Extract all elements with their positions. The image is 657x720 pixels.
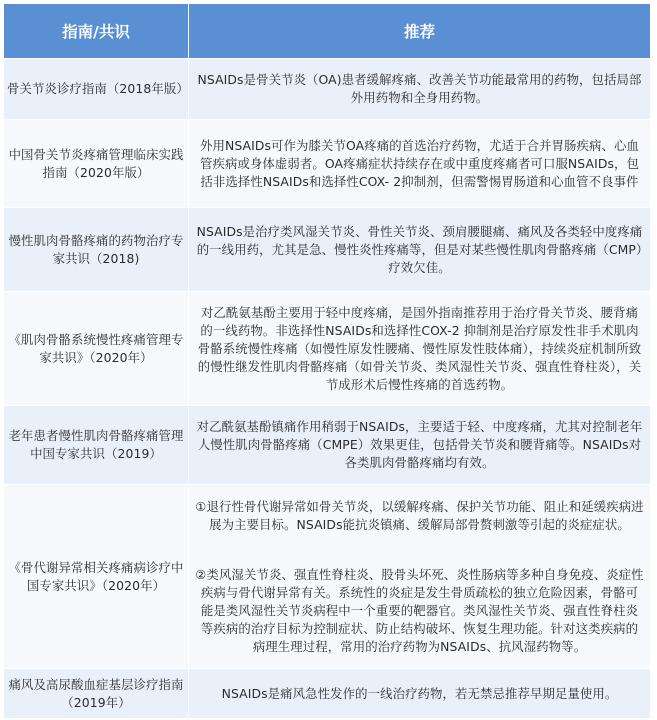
recommendation-cell: NSAIDs是治疗类风湿关节炎、骨性关节炎、颈肩腰腿痛、痛风及各类轻中度疼痛的一线用药，尤其是急、慢性炎性疼痛等，但是对某些慢性肌肉骨骼疼痛（CMP）疗效欠佳。	[189, 208, 651, 292]
table-header-row	[4, 4, 651, 59]
guide-cell: 《肌肉骨骼系统慢性疼痛管理专家共识》（2020年）	[4, 292, 189, 406]
guide-cell: 慢性肌肉骨骼疼痛的药物治疗专家共识（2018)	[4, 208, 189, 292]
recommendation-cell: NSAIDs是骨关节炎（OA)患者缓解疼痛、改善关节功能最常用的药物，包括局部外用药物和全身用药物。	[189, 59, 651, 120]
guide-cell: 中国骨关节炎疼痛管理临床实践指南（2020年版）	[4, 120, 189, 208]
recommendation-cell: 对乙酰氨基酚主要用于轻中度疼痛，是国外指南推荐用于治疗骨关节炎、腰背痛的一线药物。非选择性NSAIDs和选择性COX-2 抑制剂是治疗原发性非手术肌肉骨骼系统慢性疼痛（如慢性原发性腰痛、慢性原发性肢体痛），持续炎症机制所致的慢性继发性肌肉骨骼疼痛（如骨关节炎、类风湿性关节炎、强直性脊柱炎），关节成形术后慢性疼痛的首选药物。	[189, 292, 651, 406]
recommendation-table-wrapper	[3, 3, 650, 719]
guide-cell: 骨关节炎诊疗指南（2018年版）	[4, 59, 189, 120]
recommendation-paragraph-2: ②类风湿关节炎、强直性脊柱炎、股骨头坏死、炎性肠病等多种自身免疫、炎症性疾病与骨代谢异常有关。系统性的炎症是发生骨质疏松的独立危险因素，骨骼可能是类风湿性关节炎病程中一个重要的靶器官。类风湿性关节炎、强直性脊柱炎等疾病的治疗目标为控制症状、防止结构破坏、恢复生理功能。针对这类疾病的病理生理过程，常用的治疗药物为NSAIDs、抗风湿药物等。	[195, 566, 644, 654]
guide-cell: 老年患者慢性肌肉骨骼疼痛管理中国专家共识（2019）	[4, 406, 189, 485]
recommendation-paragraph-1: ①退行性骨代谢异常如骨关节炎，以缓解疼痛、保护关节功能、阻止和延缓疾病进展为主要目标。NSAIDs能抗炎镇痛、缓解局部骨赘刺激等引起的炎症症状。	[195, 498, 644, 532]
table-row	[4, 669, 651, 719]
table-row	[4, 208, 651, 292]
table-row	[4, 120, 651, 208]
recommendation-cell: 外用NSAIDs可作为膝关节OA疼痛的首选治疗药物，尤适于合并胃肠疾病、心血管疾病或身体虚弱者。OA疼痛症状持续存在或中重度疼痛者可口服NSAIDs，包括非选择性NSAIDs和选择性COX- 2抑制剂，但需警惕胃肠道和心血管不良事件	[189, 120, 651, 208]
table-row	[4, 485, 651, 669]
header-guide: 指南/共识	[4, 4, 189, 59]
recommendation-cell	[189, 485, 651, 669]
guide-cell: 《骨代谢异常相关疼痛病诊疗中国专家共识》（2020年）	[4, 485, 189, 669]
header-recommendation: 推荐	[189, 4, 651, 59]
guide-cell: 痛风及高尿酸血症基层诊疗指南（2019年）	[4, 669, 189, 719]
table-row	[4, 292, 651, 406]
recommendation-cell: 对乙酰氨基酚镇痛作用稍弱于NSAIDs，主要适于轻、中度疼痛，尤其对控制老年人慢性肌肉骨骼疼痛（CMPE）效果更佳，包括骨关节炎和腰背痛等。NSAIDs对各类肌肉骨骼疼痛均有效。	[189, 406, 651, 485]
table-row	[4, 59, 651, 120]
recommendation-cell: NSAIDs是痛风急性发作的一线治疗药物，若无禁忌推荐早期足量使用。	[189, 669, 651, 719]
paragraph-gap	[195, 534, 644, 566]
table-row	[4, 406, 651, 485]
guideline-recommendation-table	[3, 3, 651, 719]
